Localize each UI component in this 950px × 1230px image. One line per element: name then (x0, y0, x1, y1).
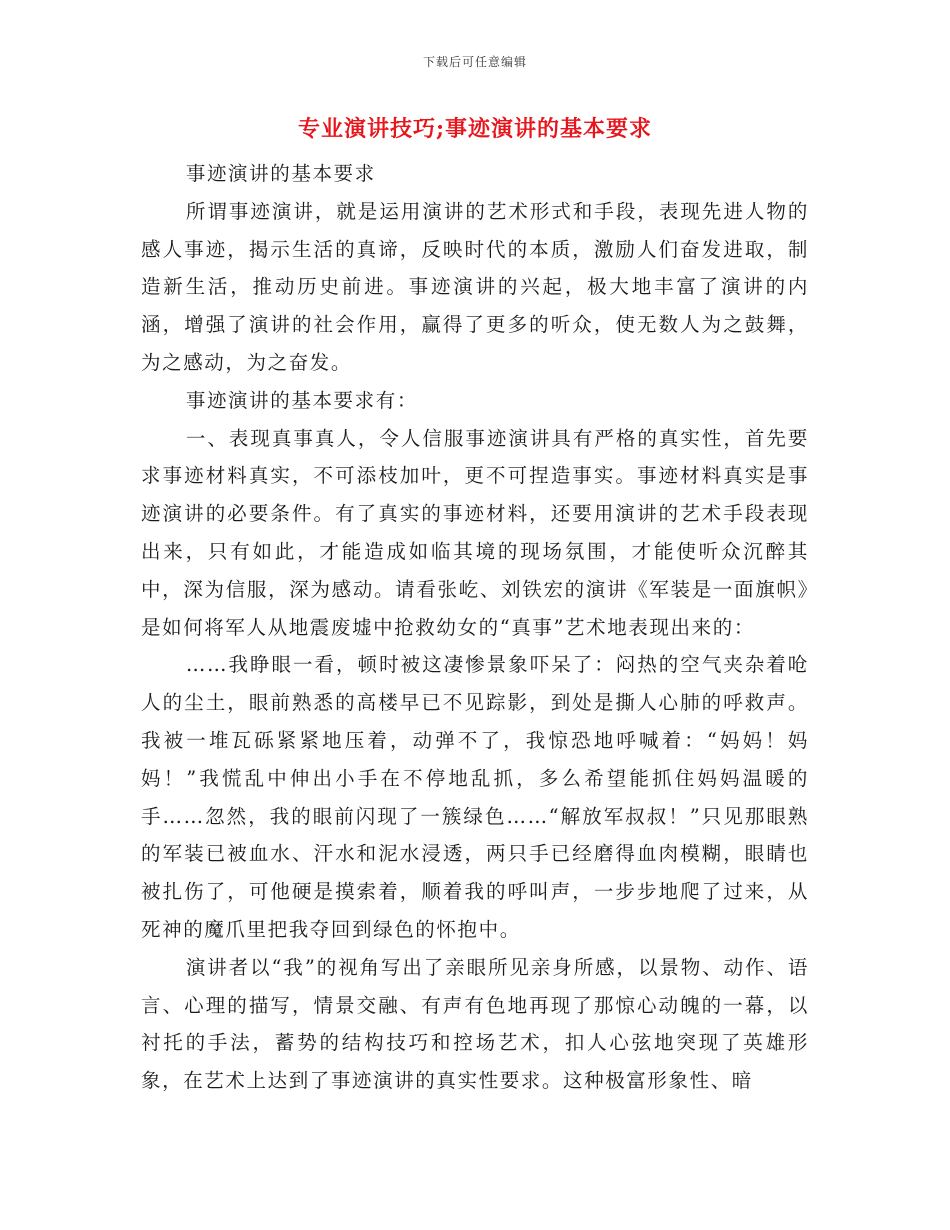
document-title: 专业演讲技巧;事迹演讲的基本要求 (297, 116, 653, 142)
page-header-note: 下载后可任意编辑 (422, 55, 527, 69)
body-paragraph: 事迹演讲的基本要求有： (185, 388, 418, 412)
section-heading: 事迹演讲的基本要求 (185, 162, 376, 185)
body-paragraph: 演讲者以“我”的视角写出了亲眼所见亲身所感，以景物、动作、语言、心理的描写，情景交融、有声有色地再现了那惊心动魄的一幕，以衬托的手法，蓄势的结构技巧和控场艺术，扣人心弦地突现了英雄形象，在艺术上达到了事迹演讲的真实性要求。这种极富形象性、暗 (141, 955, 809, 1093)
body-paragraph: 一、表现真事真人，令人信服事迹演讲具有严格的真实性，首先要求事迹材料真实，不可添枝加叶，更不可捏造事实。事迹材料真实是事迹演讲的必要条件。有了真实的事迹材料，还要用演讲的艺术手段表现出来，只有如此，才能造成如临其境的现场氛围，才能使听众沉醉其中，深为信服，深为感动。请看张屹、刘铁宏的演讲《军装是一面旗帜》是如何将军人从地震废墟中抢救幼女的“真事”艺术地表现出来的： (141, 426, 809, 639)
body-paragraph: 所谓事迹演讲，就是运用演讲的艺术形式和手段，表现先进人物的感人事迹，揭示生活的真谛，反映时代的本质，激励人们奋发进取，制造新生活，推动历史前进。事迹演讲的兴起，极大地丰富了演讲的内涵，增强了演讲的社会作用，赢得了更多的听众，使无数人为之鼓舞，为之感动，为之奋发。 (141, 199, 809, 374)
quoted-excerpt: ……我睁眼一看，顿时被这凄惨景象吓呆了：闷热的空气夹杂着呛人的尘土，眼前熟悉的高楼早已不见踪影，到处是撕人心肺的呼救声。我被一堆瓦砾紧紧地压着，动弹不了，我惊恐地呼喊着：“妈妈！妈妈！”我慌乱中伸出小手在不停地乱抓，多么希望能抓住妈妈温暖的手……忽然，我的眼前闪现了一簇绿色……“解放军叔叔！”只见那眼熟的军装已被血水、汗水和泥水浸透，两只手已经磨得血肉模糊，眼睛也被扎伤了，可他硬是摸索着，顺着我的呼叫声，一步步地爬了过来，从死神的魔爪里把我夺回到绿色的怀抱中。 (141, 653, 809, 941)
document-body (141, 155, 809, 1100)
